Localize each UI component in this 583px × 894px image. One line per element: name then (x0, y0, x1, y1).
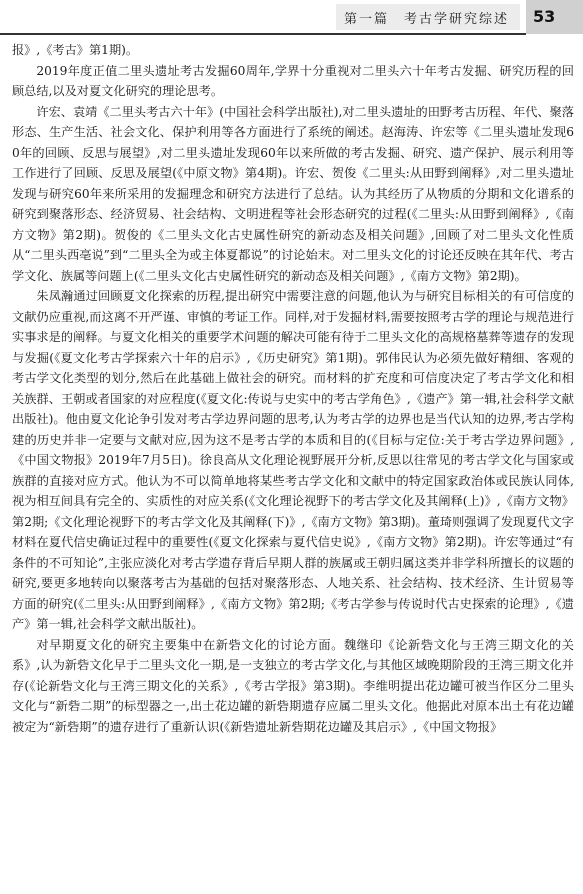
page-number: 53 (533, 7, 556, 26)
section-title: 第一篇 考古学研究综述 (344, 12, 510, 27)
header-rule (0, 33, 526, 35)
body-text (12, 40, 574, 888)
paragraph: 朱凤瀚通过回顾夏文化探索的历程,提出研究中需要注意的问题,他认为与研究目标相关的有可信度的文献仍应重视,而这离不开严谨、审慎的考证工作。同样,对于发掘材料,需要按照考古学的理论与规范进行实事求是的阐释。与夏文化相关的重要学术问题的解决可能有待于二里头文化的高规格墓葬等遗存的发现与发掘(《夏文化考古学探索六十年的启示》,《历史研究》第1期)。郭伟民认为必须先做好精细、客观的考古学文化类型的划分,然后在此基础上做社会的研究。而材料的扩充度和可信度决定了考古学文化和相关族群、王朝或者国家的对应程度(《夏文化:传说与史实中的考古学角色》,《遗产》第一辑,社会科学文献出版社)。他由夏文化论争引发对考古学边界问题的思考,认为考古学的边界也是当代认知的边界,考古学构建的历史并非一定要与文献对应,因为这不是考古学的本质和目的(《目标与定位:关于考古学边界问题》,《中国文物报》2019年7月5日)。徐良高从文化理论视野展开分析,反思以往常见的考古学文化与国家或族群的直接对应方式。他认为不可以简单地将某些考古学文化和文献中的特定国家政治体或民族认同体,视为相互间具有完全的、实质性的对应关系(《文化理论视野下的考古学文化及其阐释(上)》,《南方文物》第2期;《文化理论视野下的考古学文化及其阐释(下)》,《南方文物》第3期)。董琦则强调了发现夏代文字材料在夏代信史确证过程中的重要性(《夏文化探索与夏代信史说》,《南方文物》第2期)。许宏等通过“有条件的不可知论”,主张应淡化对考古学遗存背后早期人群的族属或王朝归属这类并非学科所擅长的议题的研究,要更多地转向以聚落考古为基础的包括对聚落形态、人地关系、社会结构、技术经济、生计贸易等方面的研究(《二里头:从田野到阐释》,《南方文物》第2期;《考古学参与传说时代古史探索的论理》,《遗产》第一辑,社会科学文献出版社)。 (12, 289, 574, 631)
page-header (0, 0, 583, 38)
paragraph: 2019年度正值二里头遗址考古发掘60周年,学界十分重视对二里头六十年考古发掘、研究历程的回顾总结,以及对夏文化研究的理论思考。 (12, 63, 574, 98)
paragraph-continuation: 报》,《考古》第1期)。 (12, 43, 139, 57)
paragraph: 对早期夏文化的研究主要集中在新砦文化的讨论方面。魏继印《论新砦文化与王湾三期文化的关系》,认为新砦文化早于二里头文化一期,是一支独立的考古学文化,与其他区域晚期阶段的王湾三期文化并存(《论新砦文化与王湾三期文化的关系》,《考古学报》第3期)。李维明提出花边罐可被当作区分二里头文化与“新砦二期”的标型器之一,出土花边罐的新砦期遗存应属二里头文化。他据此对原本出土有花边罐被定为“新砦期”的遗存进行了重新认识(《新砦遗址新砦期花边罐及其启示》,《中国文物报》 (12, 637, 574, 734)
paragraph: 许宏、袁靖《二里头考古六十年》(中国社会科学出版社),对二里头遗址的田野考古历程、年代、聚落形态、生产生活、社会文化、保护利用等各方面进行了系统的阐述。赵海涛、许宏等《二里头遗址发现60年的回顾、反思与展望》,对二里头遗址发现60年以来所做的考古发掘、研究、遗产保护、展示利用等工作进行了回顾、反思及展望(《中原文物》第4期)。许宏、贺俊《二里头:从田野到阐释》,对二里头遗址发现与研究60年来所采用的发掘理念和研究方法进行了总结。认为其经历了从物质的分期和文化谱系的研究到聚落形态、经济贸易、社会结构、文明进程等社会形态研究的过程(《二里头:从田野到阐释》,《南方文物》第2期)。贺俊的《二里头文化古史属性研究的新动态及相关问题》,回顾了对二里头文化性质从“二里头西亳说”到“二里头全为或主体夏都说”的讨论始末。对二里头文化的讨论还反映在其年代、考古学文化、族属等问题上(《二里头文化古史属性研究的新动态及相关问题》,《南方文物》第2期)。 (12, 104, 574, 283)
